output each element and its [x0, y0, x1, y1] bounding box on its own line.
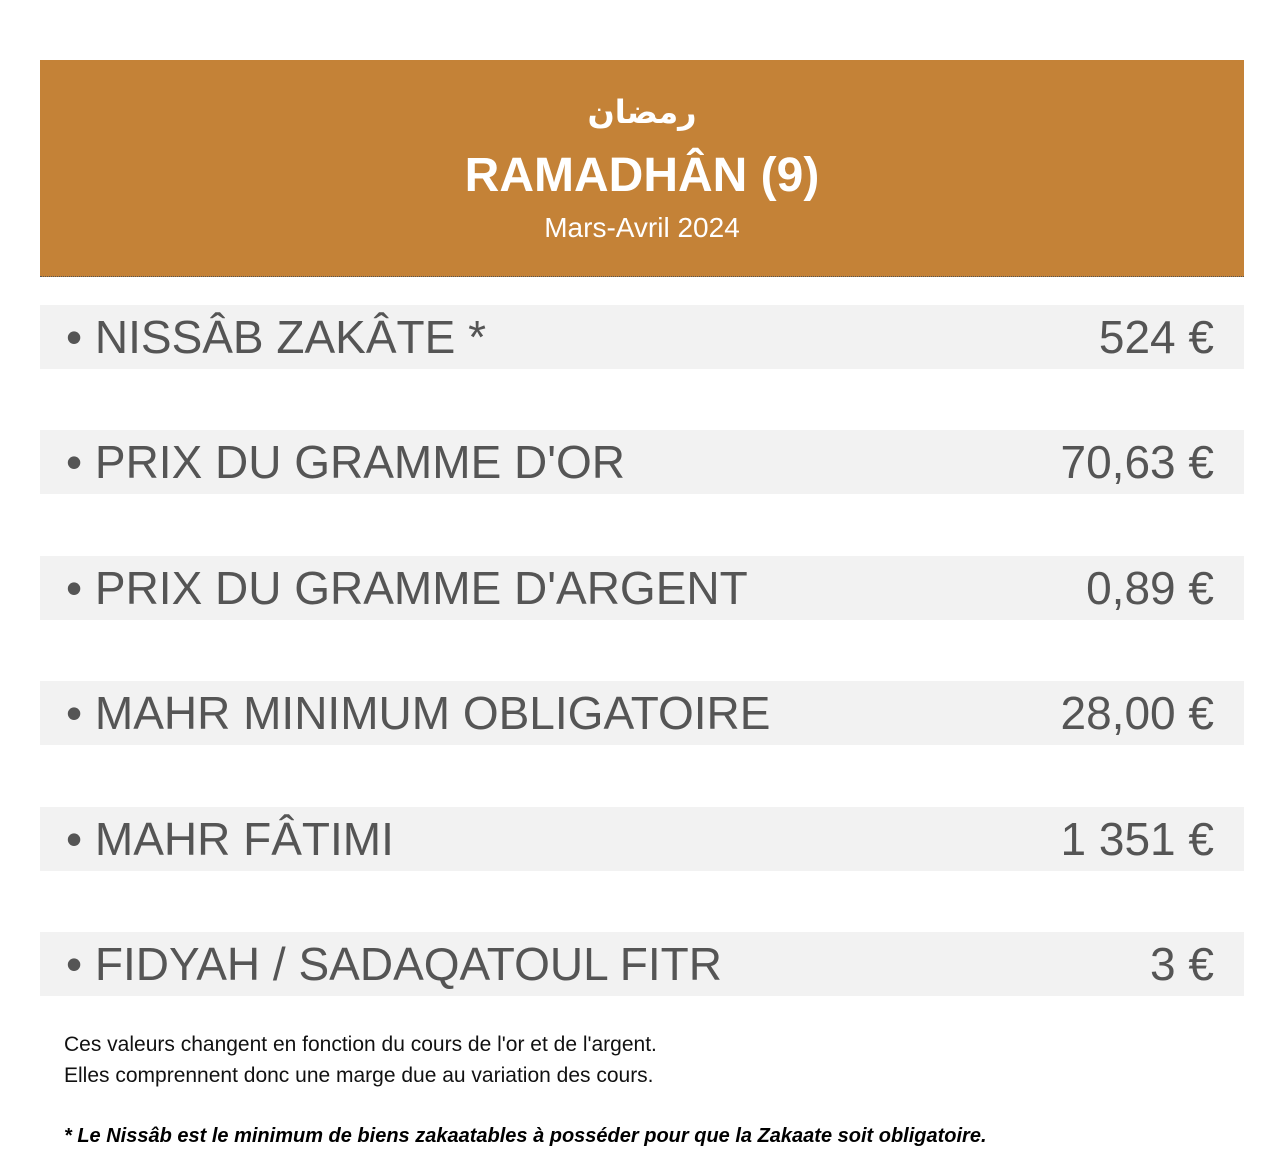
row-value: 3 €: [1150, 938, 1214, 990]
row-label: • PRIX DU GRAMME D'OR: [66, 436, 626, 488]
note-line-1: Ces valeurs changent en fonction du cours de l'or et de l'argent.: [64, 1033, 657, 1056]
page-subtitle: Mars-Avril 2024: [544, 212, 740, 243]
footnote: * Le Nissâb est le minimum de biens zakaatables à posséder pour que la Zakaate soit obligatoire.: [64, 1125, 987, 1147]
arabic-month-title: رمضان: [587, 93, 697, 131]
row-nissab: [40, 305, 1244, 369]
row-label: • MAHR FÂTIMI: [66, 813, 394, 865]
row-mahr-minimum: [40, 681, 1244, 745]
row-label: • NISSÂB ZAKÂTE *: [66, 311, 486, 363]
row-silver-price: [40, 556, 1244, 620]
row-value: 70,63 €: [1060, 436, 1214, 488]
note-line-2: Elles comprennent donc une marge due au variation des cours.: [64, 1064, 654, 1087]
row-mahr-fatimi: [40, 807, 1244, 871]
row-label: • FIDYAH / SADAQATOUL FITR: [66, 938, 722, 990]
header-banner: [40, 60, 1244, 277]
row-value: 1 351 €: [1060, 813, 1214, 865]
row-fidyah: [40, 932, 1244, 996]
page-title: RAMADHÂN (9): [464, 149, 820, 202]
row-value: 524 €: [1098, 311, 1214, 363]
row-value: 28,00 €: [1060, 687, 1214, 739]
row-label: • PRIX DU GRAMME D'ARGENT: [66, 562, 748, 614]
row-gold-price: [40, 430, 1244, 494]
row-label: • MAHR MINIMUM OBLIGATOIRE: [66, 687, 771, 739]
row-value: 0,89 €: [1086, 562, 1214, 614]
